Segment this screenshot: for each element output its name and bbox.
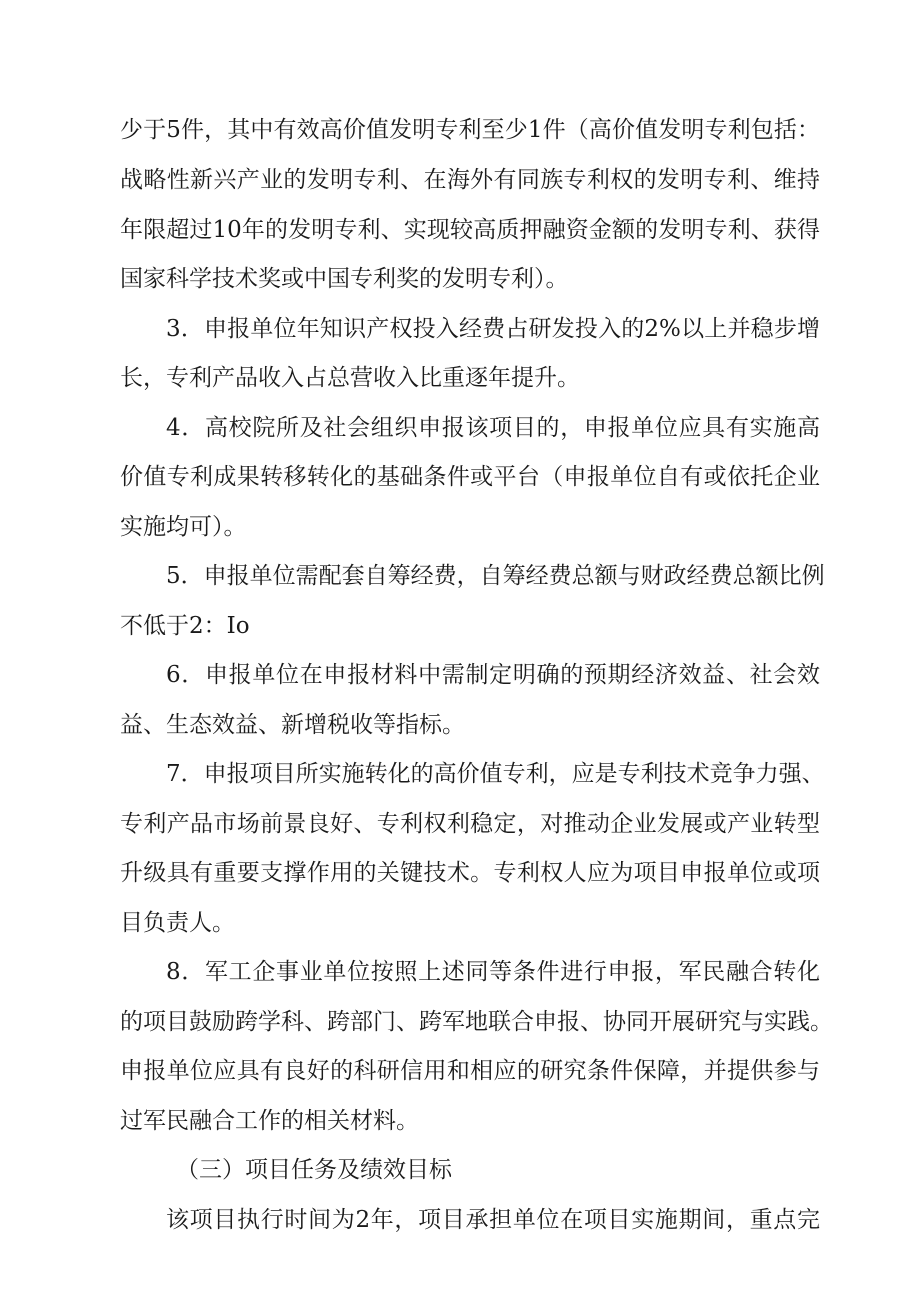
paragraph-line: 7．申报项目所实施转化的高价值专利，应是专利技术竞争力强、 [166, 761, 825, 787]
paragraph-line: 升级具有重要支撑作用的关键技术。专利权人应为项目申报单位或项 [120, 860, 820, 886]
paragraph-line: 目负责人。 [120, 910, 235, 936]
paragraph-line: 长，专利产品收入占总营收入比重逐年提升。 [120, 365, 580, 391]
paragraph-line: 战略性新兴产业的发明专利、在海外有同族专利权的发明专利、维持 [120, 167, 820, 193]
paragraph-line: 5．申报单位需配套自筹经费，自筹经费总额与财政经费总额比例 [166, 563, 825, 589]
paragraph-line: 8．军工企事业单位按照上述同等条件进行申报，军民融合转化 [166, 959, 820, 985]
paragraph-line: 不低于2：Io [120, 613, 250, 639]
paragraph-line: 的项目鼓励跨学科、跨部门、跨军地联合申报、协同开展研究与实践。 [120, 1009, 833, 1035]
paragraph-line: 实施均可）。 [120, 514, 247, 540]
paragraph-line: 益、生态效益、新增税收等指标。 [120, 712, 465, 738]
paragraph-line: 年限超过10年的发明专利、实现较高质押融资金额的发明专利、获得 [120, 217, 820, 243]
paragraph-line: 4．高校院所及社会组织申报该项目的，申报单位应具有实施高 [166, 415, 820, 441]
paragraph-line: 申报单位应具有良好的科研信用和相应的研究条件保障，并提供参与 [120, 1058, 820, 1084]
paragraph-line: 该项目执行时间为2年，项目承担单位在项目实施期间，重点完 [166, 1207, 820, 1233]
section-heading: （三）项目任务及绩效目标 [176, 1157, 452, 1183]
paragraph-line: 价值专利成果转移转化的基础条件或平台（申报单位自有或依托企业 [120, 464, 820, 490]
paragraph-line: 过军民融合工作的相关材料。 [120, 1108, 419, 1134]
paragraph-line: 专利产品市场前景良好、专利权利稳定，对推动企业发展或产业转型 [120, 811, 820, 837]
paragraph-line: 国家科学技术奖或中国专利奖的发明专利）。 [120, 266, 569, 292]
paragraph-line: 6．申报单位在申报材料中需制定明确的预期经济效益、社会效 [166, 662, 820, 688]
paragraph-line: 少于5件，其中有效高价值发明专利至少1件（高价值发明专利包括： [120, 117, 820, 143]
paragraph-line: 3．申报单位年知识产权投入经费占研发投入的2%以上并稳步增 [166, 316, 820, 342]
